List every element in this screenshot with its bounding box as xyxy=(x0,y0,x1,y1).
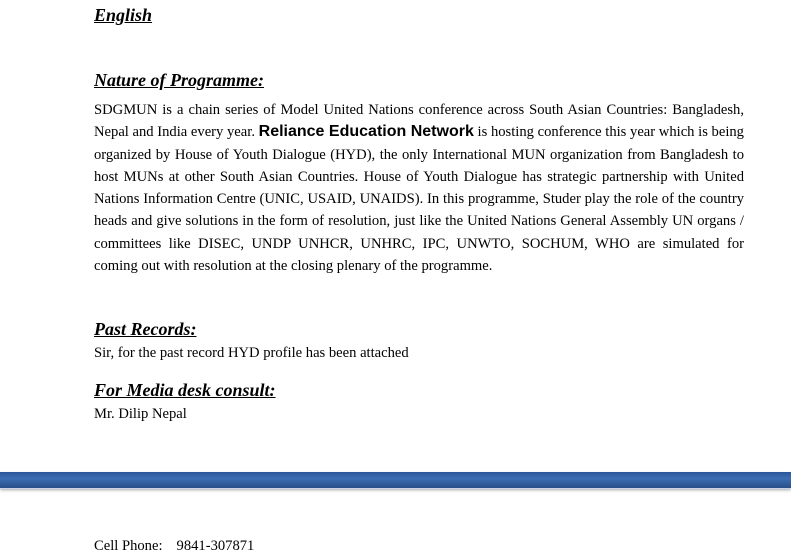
nature-of-programme-heading: Nature of Programme: xyxy=(94,70,264,90)
paragraph-text-part1: SDGMUN is a chain series of Model United Nations conference across South Asian Countries: Bangladesh, Nepal and India every year. xyxy=(94,102,744,141)
nature-of-programme-paragraph xyxy=(94,99,744,277)
footer-bar xyxy=(0,472,791,488)
contact-row xyxy=(94,536,254,556)
paragraph-text-part2: is hosting conference this year which is being organized by House of Youth Dialogue (HYD), the only International MUN organization from Bangladesh to host MUNs at other South Asian Countries. House of Youth Dialogue has strategic partnership with United Nations Information Centre (UNIC, USAID, UNAIDS). In this programme, Studer play the role of the country heads and give solutions in the form of resolution, just like the United Nations General Assembly UN organs / committees like DISEC, UNDP UNHCR, UNHRC, IPC, UNWTO, SOCHUM, WHO are simulated for coming out with resolution at the closing plenary of the programme. xyxy=(94,124,744,275)
media-desk-heading: For Media desk consult: xyxy=(94,380,276,400)
media-desk-contact: Mr. Dilip Nepal xyxy=(94,406,187,422)
contact-label: Cell Phone: xyxy=(94,538,163,554)
footer-divider xyxy=(0,488,791,489)
past-records-heading: Past Records: xyxy=(94,319,197,339)
contact-phone: 9841-307871 xyxy=(176,538,255,554)
past-records-text: Sir, for the past record HYD profile has been attached xyxy=(94,345,409,361)
language-heading: English xyxy=(94,5,153,25)
organization-name: Reliance Education Network xyxy=(258,123,474,141)
